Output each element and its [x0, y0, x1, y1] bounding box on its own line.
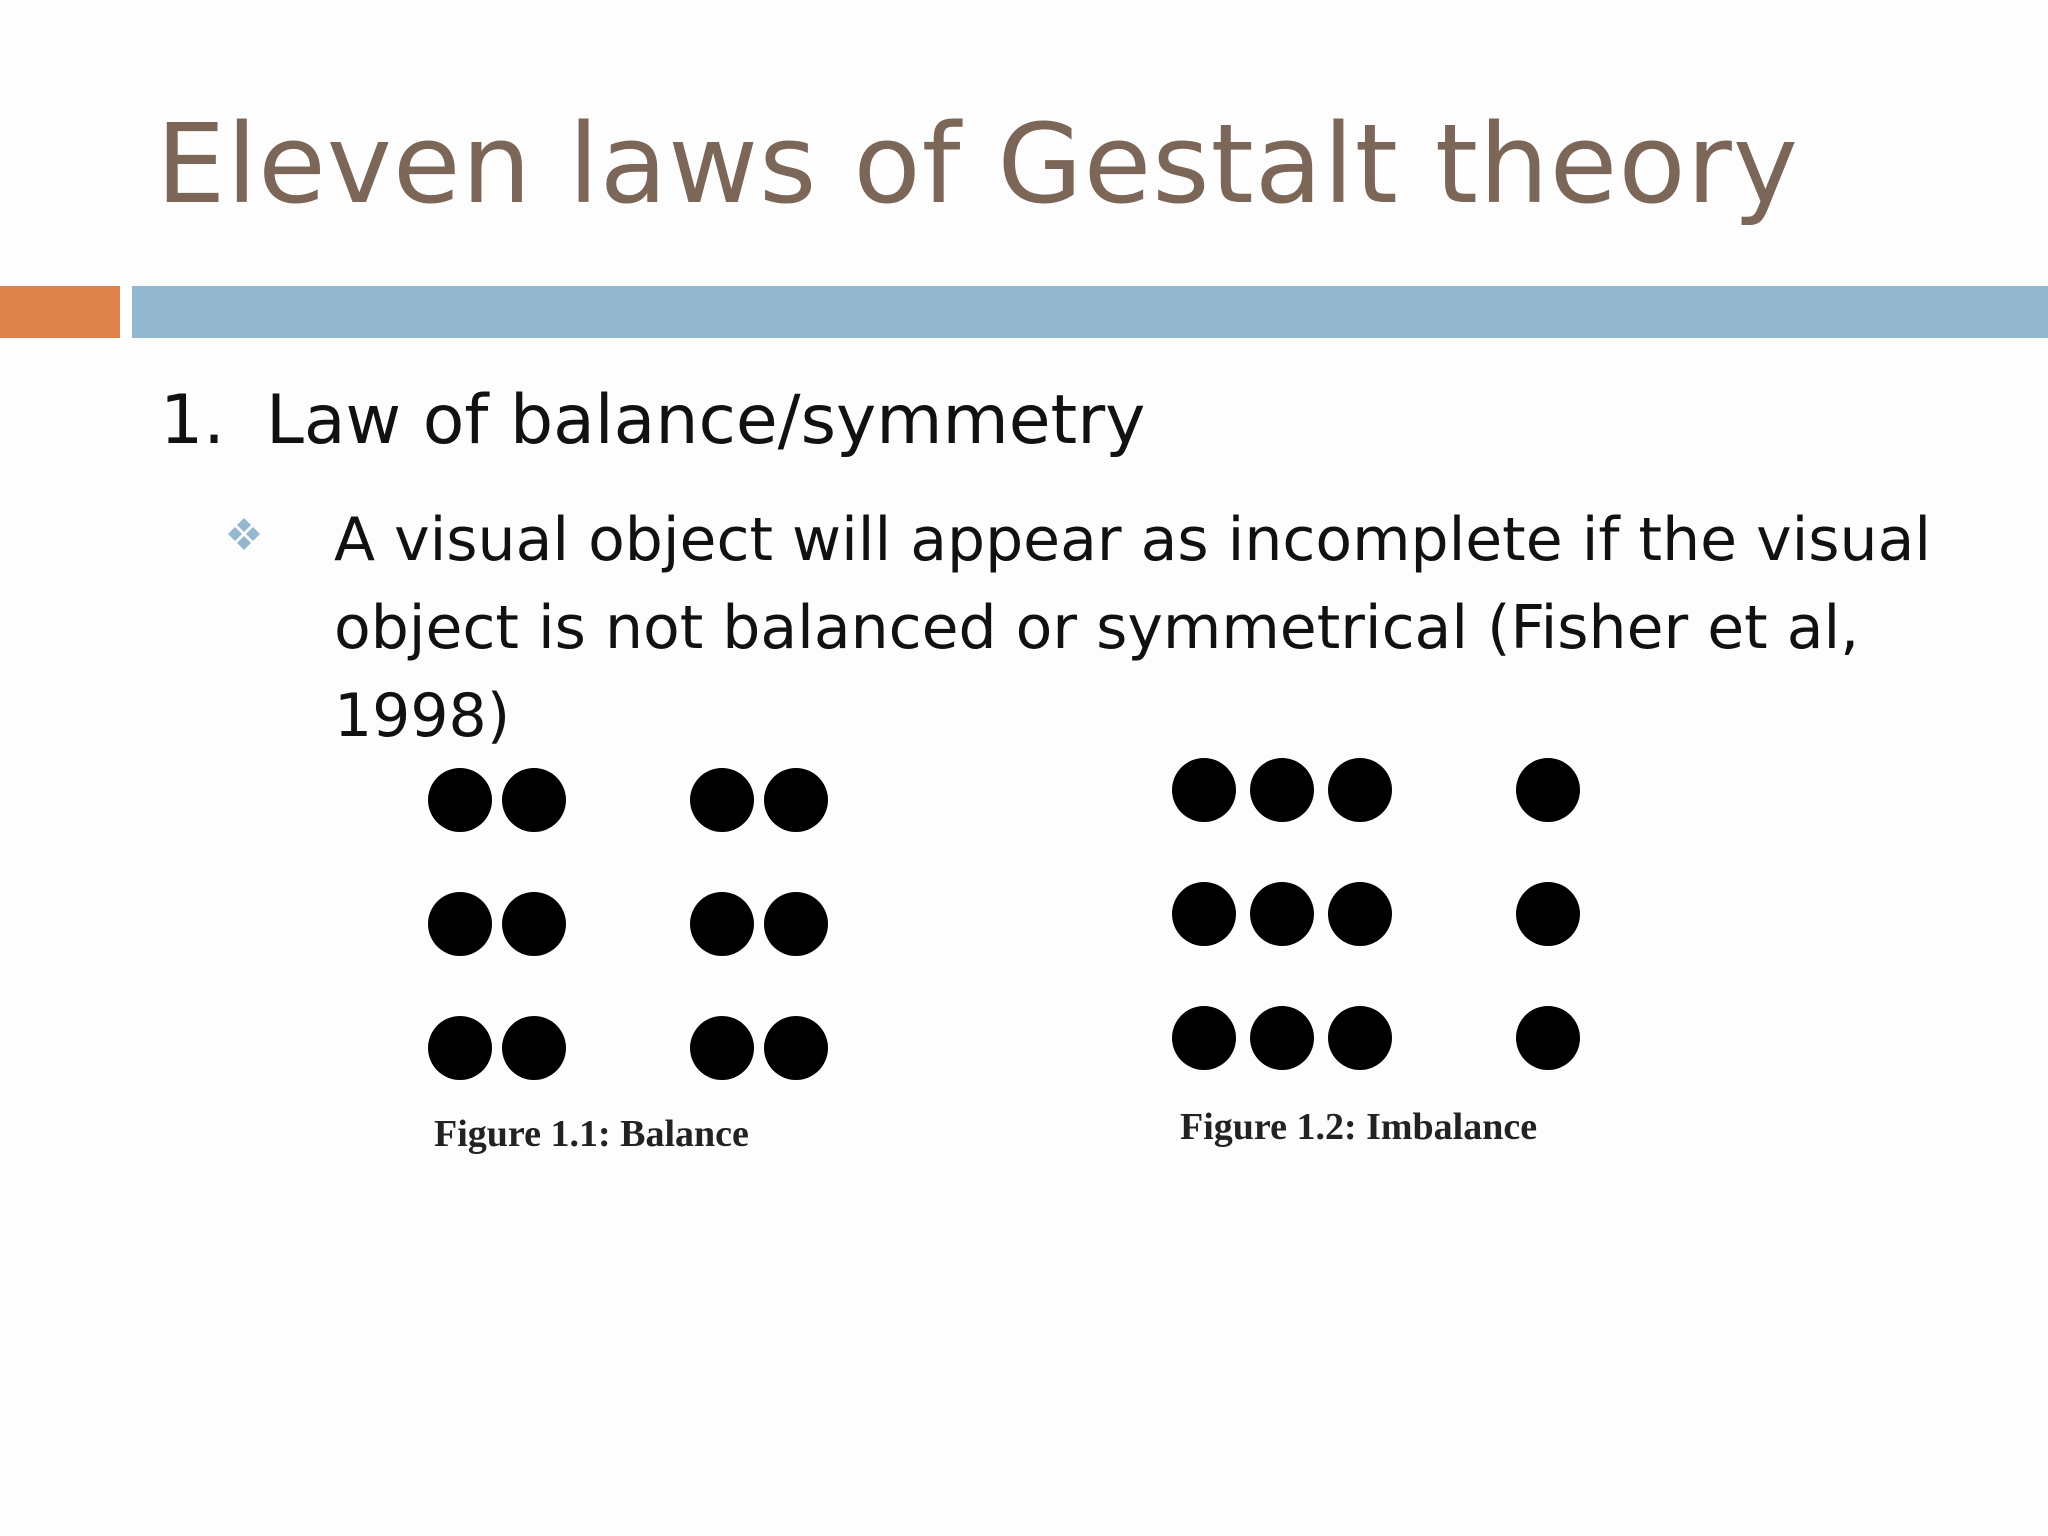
heading-number: 1. [160, 381, 225, 460]
dot [502, 892, 566, 956]
dot [428, 892, 492, 956]
accent-bar-blue [132, 286, 2048, 338]
bullet-text: A visual object will appear as incomplete if the visual object is not balanced or symmetrical (Fisher et al, 1998) [334, 505, 1932, 751]
dot [764, 892, 828, 956]
figure-balance [420, 750, 840, 1090]
section-heading [160, 380, 1145, 462]
figure-imbalance [1160, 740, 1600, 1080]
dot [1516, 882, 1580, 946]
dot [1516, 758, 1580, 822]
dot [690, 1016, 754, 1080]
dot [764, 1016, 828, 1080]
dot [1172, 758, 1236, 822]
dot [1328, 1006, 1392, 1070]
dot [690, 892, 754, 956]
dot [764, 768, 828, 832]
heading-text: Law of balance/symmetry [266, 381, 1146, 460]
four-diamond-bullet-icon [224, 514, 264, 554]
dot [1328, 758, 1392, 822]
figure-balance-caption: Figure 1.1: Balance [434, 1113, 749, 1155]
accent-bar-orange [0, 286, 120, 338]
dot [1172, 1006, 1236, 1070]
dot [1328, 882, 1392, 946]
slide-title: Eleven laws of Gestalt theory [156, 100, 1799, 228]
dot [1516, 1006, 1580, 1070]
dot [502, 768, 566, 832]
dot [502, 1016, 566, 1080]
dot [1172, 882, 1236, 946]
dot [690, 768, 754, 832]
dot [1250, 882, 1314, 946]
dot [428, 768, 492, 832]
dot [1250, 1006, 1314, 1070]
dot [428, 1016, 492, 1080]
dot [1250, 758, 1314, 822]
figure-imbalance-caption: Figure 1.2: Imbalance [1180, 1106, 1538, 1148]
